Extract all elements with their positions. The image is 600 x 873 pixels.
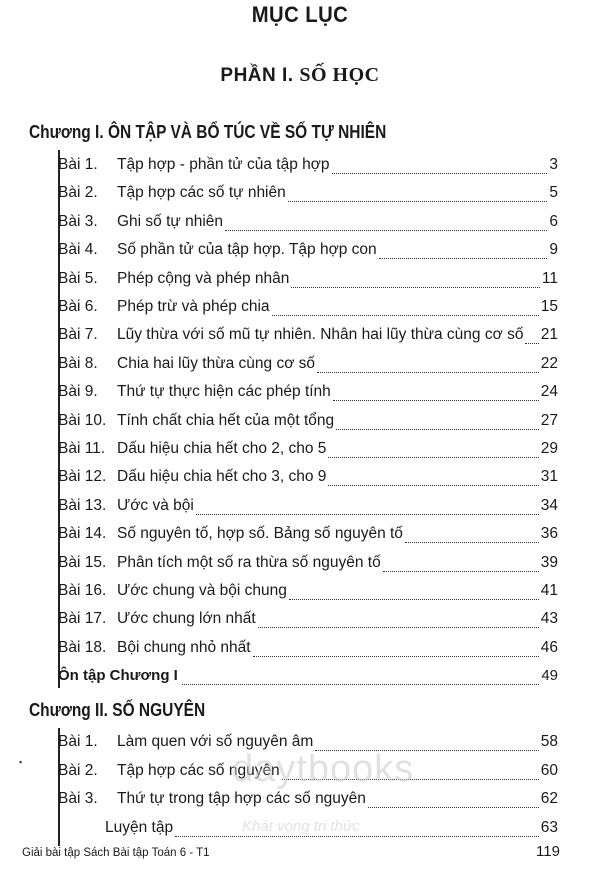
- toc-leader: [272, 315, 539, 316]
- toc-entry[interactable]: [58, 610, 558, 632]
- lesson-number: Bài 18.: [58, 638, 107, 656]
- toc-leader: [315, 750, 538, 751]
- toc-entry[interactable]: [58, 383, 558, 405]
- lesson-title: Thứ tự trong tập hợp các số nguyên: [117, 790, 366, 807]
- lesson-title: Làm quen với số nguyên âm: [117, 733, 314, 750]
- lesson-page: 63: [540, 818, 558, 836]
- chapter-1-review-row[interactable]: [58, 667, 558, 689]
- chapter-2-heading: Chương II. SỐ NGUYÊN: [29, 700, 206, 720]
- toc-leader: [333, 400, 539, 401]
- lesson-page: 46: [540, 638, 558, 656]
- watermark-brand: daytbooks: [232, 748, 415, 790]
- footer-page-number: 119: [536, 843, 560, 860]
- lesson-title: Phép trừ và phép chia: [117, 298, 270, 315]
- lesson-page: 9: [549, 241, 558, 259]
- lesson-number: Bài 8.: [58, 354, 98, 372]
- toc-leader: [282, 779, 539, 780]
- toc-leader: [253, 656, 539, 657]
- toc-entry[interactable]: [58, 639, 558, 661]
- lesson-page: 60: [540, 761, 558, 779]
- toc-entry[interactable]: [58, 184, 558, 206]
- toc-entry[interactable]: [58, 156, 558, 178]
- toc-leader: [328, 485, 538, 486]
- review-label: Ôn tập Chương I: [58, 667, 178, 684]
- toc-leader: [175, 836, 539, 837]
- part-name: SỐ HỌC: [299, 64, 380, 86]
- lesson-page: 24: [540, 383, 558, 401]
- lesson-number: Bài 14.: [58, 525, 107, 543]
- lesson-title: Số phần tử của tập hợp. Tập hợp con: [117, 241, 377, 259]
- part-prefix: PHẦN I.: [220, 65, 294, 86]
- lesson-number: Bài 15.: [58, 553, 107, 571]
- lesson-page: 11: [541, 269, 558, 287]
- lesson-title: Phép cộng và phép nhân: [117, 269, 290, 287]
- lesson-title: Số nguyên tố, hợp số. Bảng số nguyên tố: [117, 525, 403, 543]
- toc-entry[interactable]: [58, 554, 558, 576]
- lesson-number: Bài 7.: [58, 326, 98, 344]
- toc-entry[interactable]: [58, 525, 558, 547]
- toc-leader: [525, 343, 538, 344]
- lesson-title: Dấu hiệu chia hết cho 3, cho 9: [117, 468, 327, 486]
- toc-leader: [258, 627, 539, 628]
- lesson-number: Bài 4.: [58, 241, 98, 259]
- toc-entry[interactable]: [58, 326, 558, 348]
- lesson-title: Thứ tự thực hiện các phép tính: [117, 383, 331, 401]
- lesson-title: Ghi số tự nhiên: [117, 212, 224, 230]
- page-title: MỤC LỤC: [251, 2, 349, 27]
- toc-entry[interactable]: [58, 440, 558, 462]
- toc-entry[interactable]: [58, 355, 558, 377]
- toc-leader: [336, 429, 539, 430]
- toc-entry[interactable]: [58, 733, 558, 755]
- lesson-page: 21: [540, 326, 558, 344]
- part-heading: [0, 64, 600, 87]
- toc-leader: [196, 514, 539, 515]
- lesson-number: Bài 2.: [58, 184, 98, 202]
- review-page: 49: [541, 667, 558, 684]
- lesson-title: Luyện tập: [105, 818, 174, 836]
- lesson-title: Tập hợp - phần tử của tập hợp: [117, 156, 330, 173]
- lesson-title: Lũy thừa với số mũ tự nhiên. Nhân hai lũy thừa cùng cơ số: [117, 326, 524, 344]
- lesson-number: Bài 5.: [58, 269, 98, 287]
- lesson-title: Tính chất chia hết của một tổng: [117, 411, 335, 429]
- lesson-page: 41: [540, 582, 558, 599]
- lesson-number: Bài 1.: [58, 156, 98, 173]
- lesson-title: Dấu hiệu chia hết cho 2, cho 5: [117, 440, 327, 457]
- lesson-title: Ước chung và bội chung: [117, 582, 287, 599]
- lesson-page: 39: [540, 553, 558, 571]
- toc-leader: [368, 807, 539, 808]
- lesson-page: 62: [540, 790, 558, 807]
- lesson-number: Bài 12.: [58, 468, 107, 486]
- lesson-page: 43: [540, 610, 558, 628]
- toc-entry[interactable]: [58, 497, 558, 519]
- toc-leader: [328, 457, 538, 458]
- footer-book-title: Giải bài tập Sách Bài tập Toán 6 - T1: [22, 847, 210, 859]
- lesson-title: Tập hợp các số nguyên: [117, 761, 280, 779]
- lesson-title: Chia hai lũy thừa cùng cơ số: [117, 354, 316, 372]
- toc-entry[interactable]: [58, 213, 558, 235]
- toc-leader: [332, 173, 548, 174]
- scan-mark: ▪: [19, 757, 23, 767]
- toc-entry[interactable]: [58, 819, 558, 841]
- lesson-page: 31: [540, 468, 558, 486]
- lesson-page: 29: [540, 440, 558, 457]
- toc-leader: [289, 599, 539, 600]
- lesson-number: Bài 2.: [58, 761, 98, 779]
- lesson-page: 58: [540, 733, 558, 750]
- toc-leader: [182, 684, 539, 685]
- lesson-number: Bài 3.: [58, 790, 98, 807]
- toc-leader: [383, 571, 539, 572]
- lesson-number: Bài 6.: [58, 298, 98, 315]
- toc-leader: [405, 542, 539, 543]
- lesson-number: Bài 3.: [58, 212, 98, 230]
- lesson-number: Bài 17.: [58, 610, 107, 628]
- lesson-title: Tập hợp các số tự nhiên: [117, 184, 286, 202]
- toc-entry[interactable]: [58, 582, 558, 604]
- lesson-page: 27: [540, 411, 558, 429]
- lesson-title: Ước và bội: [117, 496, 194, 514]
- lesson-page: 5: [549, 184, 558, 202]
- lesson-number: Bài 16.: [58, 582, 107, 599]
- lesson-number: Bài 11.: [58, 440, 106, 457]
- lesson-number: Bài 1.: [58, 733, 98, 750]
- toc-leader: [225, 230, 547, 231]
- toc-leader: [379, 258, 548, 259]
- toc-leader: [291, 287, 540, 288]
- toc-entry[interactable]: [58, 298, 558, 320]
- watermark-slogan: Khát vọng tri thức: [242, 818, 360, 835]
- lesson-title: Ước chung lớn nhất: [117, 610, 256, 628]
- lesson-number: Bài 9.: [58, 383, 98, 401]
- lesson-page: 22: [540, 354, 558, 372]
- toc-entry[interactable]: [58, 270, 558, 292]
- lesson-number: Bài 13.: [58, 496, 107, 514]
- lesson-page: 6: [549, 212, 558, 230]
- toc-entry[interactable]: [58, 468, 558, 490]
- lesson-page: 3: [549, 156, 558, 173]
- toc-leader: [288, 201, 548, 202]
- chapter-1-heading: Chương I. ÔN TẬP VÀ BỔ TÚC VỀ SỐ TỰ NHIÊN: [29, 122, 387, 142]
- lesson-title: Phân tích một số ra thừa số nguyên tố: [117, 553, 381, 571]
- toc-leader: [317, 372, 539, 373]
- toc-entry[interactable]: [58, 762, 558, 784]
- toc-entry[interactable]: [58, 412, 558, 434]
- toc-entry[interactable]: [58, 790, 558, 812]
- lesson-number: Bài 10.: [58, 411, 107, 429]
- toc-entry[interactable]: [58, 241, 558, 263]
- lesson-page: 34: [540, 496, 558, 514]
- lesson-page: 36: [540, 525, 558, 543]
- lesson-title: Bội chung nhỏ nhất: [117, 638, 251, 656]
- lesson-page: 15: [540, 298, 558, 315]
